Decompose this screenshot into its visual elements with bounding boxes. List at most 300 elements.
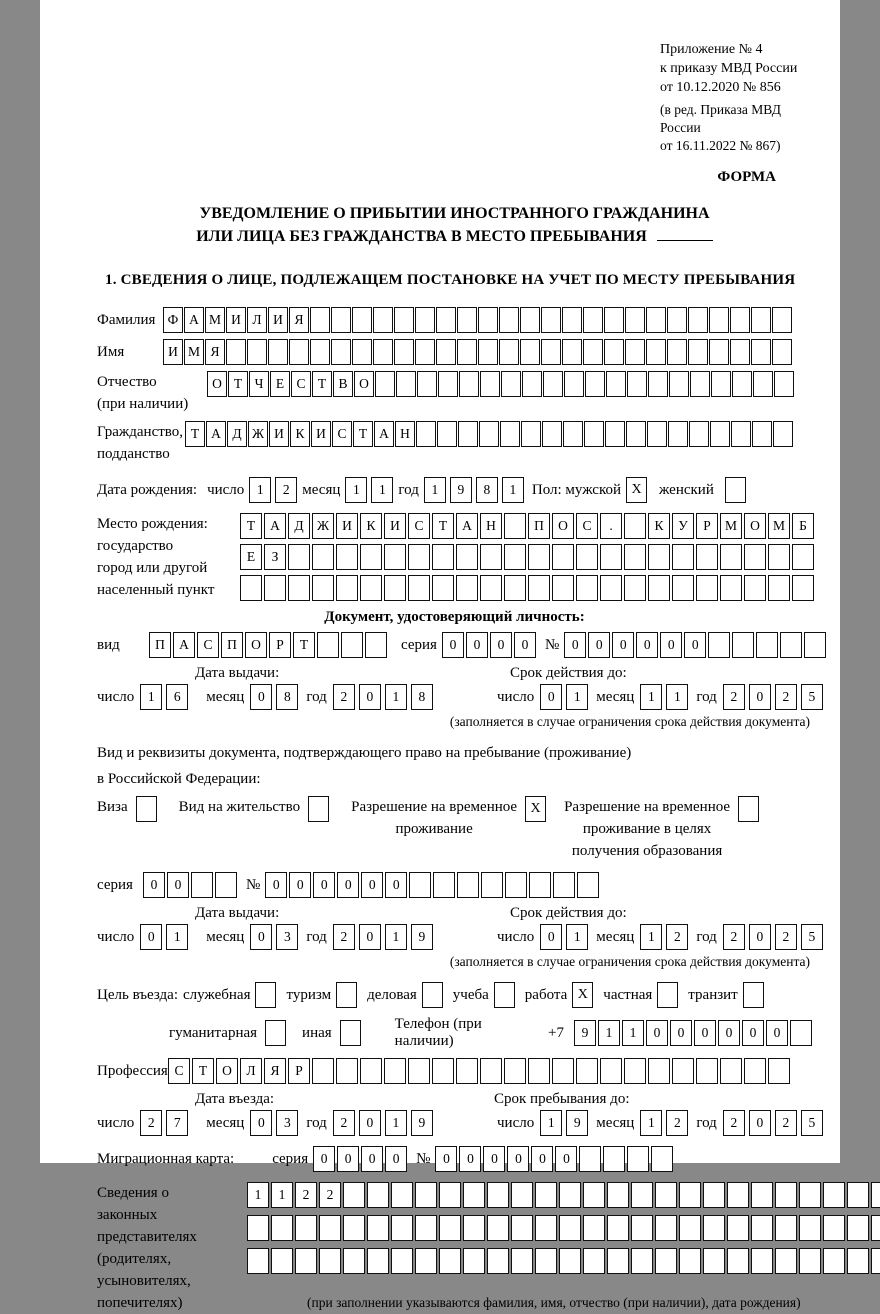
char-cell[interactable]: [528, 575, 550, 601]
char-cell[interactable]: [481, 872, 503, 898]
char-cell[interactable]: [520, 339, 540, 365]
char-cell[interactable]: 0: [289, 872, 311, 898]
char-cell[interactable]: 1: [598, 1020, 620, 1046]
char-cell[interactable]: [391, 1248, 413, 1274]
char-cell[interactable]: 0: [612, 632, 634, 658]
char-cell[interactable]: [710, 421, 730, 447]
char-cell[interactable]: [247, 339, 267, 365]
purpose-official-checkbox[interactable]: [255, 982, 276, 1008]
char-cell[interactable]: [585, 371, 605, 397]
char-cell[interactable]: Е: [270, 371, 290, 397]
char-cell[interactable]: [312, 1058, 334, 1084]
char-cell[interactable]: [352, 307, 372, 333]
char-cell[interactable]: Л: [240, 1058, 262, 1084]
char-cell[interactable]: [501, 371, 521, 397]
char-cell[interactable]: [732, 632, 754, 658]
char-cell[interactable]: Д: [227, 421, 247, 447]
char-cell[interactable]: [543, 371, 563, 397]
char-cell[interactable]: [553, 872, 575, 898]
char-cell[interactable]: [535, 1215, 557, 1241]
char-cell[interactable]: [562, 307, 582, 333]
char-cell[interactable]: [768, 1058, 790, 1084]
char-cell[interactable]: [247, 1248, 269, 1274]
char-cell[interactable]: Р: [269, 632, 291, 658]
char-cell[interactable]: 0: [250, 924, 272, 950]
visa-checkbox[interactable]: [136, 796, 157, 822]
char-cell[interactable]: [696, 544, 718, 570]
char-cell[interactable]: 2: [666, 924, 688, 950]
char-cell[interactable]: [772, 339, 792, 365]
char-cell[interactable]: [343, 1215, 365, 1241]
char-cell[interactable]: [439, 1182, 461, 1208]
char-cell[interactable]: 0: [531, 1146, 553, 1172]
char-cell[interactable]: О: [354, 371, 374, 397]
char-cell[interactable]: О: [245, 632, 267, 658]
char-cell[interactable]: 2: [666, 1110, 688, 1136]
char-cell[interactable]: [457, 307, 477, 333]
char-cell[interactable]: 0: [766, 1020, 788, 1046]
char-cell[interactable]: [577, 872, 599, 898]
char-cell[interactable]: 0: [684, 632, 706, 658]
char-cell[interactable]: [463, 1182, 485, 1208]
char-cell[interactable]: [457, 872, 479, 898]
char-cell[interactable]: [871, 1182, 880, 1208]
char-cell[interactable]: [607, 1248, 629, 1274]
sex-female-checkbox[interactable]: [725, 477, 746, 503]
char-cell[interactable]: [505, 872, 527, 898]
char-cell[interactable]: 1: [385, 684, 407, 710]
char-cell[interactable]: [394, 307, 414, 333]
char-cell[interactable]: [655, 1182, 677, 1208]
char-cell[interactable]: [319, 1215, 341, 1241]
char-cell[interactable]: [480, 544, 502, 570]
char-cell[interactable]: [336, 575, 358, 601]
sex-male-checkbox[interactable]: X: [626, 477, 647, 503]
char-cell[interactable]: 9: [411, 1110, 433, 1136]
char-cell[interactable]: [648, 575, 670, 601]
char-cell[interactable]: [606, 371, 626, 397]
char-cell[interactable]: [541, 307, 561, 333]
char-cell[interactable]: 2: [275, 477, 297, 503]
char-cell[interactable]: Е: [240, 544, 262, 570]
char-cell[interactable]: 0: [140, 924, 162, 950]
char-cell[interactable]: 2: [775, 684, 797, 710]
char-cell[interactable]: [823, 1182, 845, 1208]
char-cell[interactable]: [751, 307, 771, 333]
char-cell[interactable]: 2: [295, 1182, 317, 1208]
char-cell[interactable]: [711, 371, 731, 397]
char-cell[interactable]: 0: [749, 924, 771, 950]
char-cell[interactable]: [720, 575, 742, 601]
char-cell[interactable]: [773, 421, 793, 447]
char-cell[interactable]: 0: [359, 684, 381, 710]
char-cell[interactable]: [655, 1248, 677, 1274]
char-cell[interactable]: [521, 421, 541, 447]
char-cell[interactable]: [727, 1182, 749, 1208]
char-cell[interactable]: [504, 1058, 526, 1084]
char-cell[interactable]: 0: [143, 872, 165, 898]
char-cell[interactable]: [751, 1248, 773, 1274]
char-cell[interactable]: [775, 1248, 797, 1274]
char-cell[interactable]: [480, 575, 502, 601]
char-cell[interactable]: [310, 339, 330, 365]
char-cell[interactable]: К: [648, 513, 670, 539]
char-cell[interactable]: [373, 339, 393, 365]
char-cell[interactable]: [343, 1182, 365, 1208]
char-cell[interactable]: Б: [792, 513, 814, 539]
char-cell[interactable]: [768, 544, 790, 570]
char-cell[interactable]: [720, 1058, 742, 1084]
char-cell[interactable]: Т: [185, 421, 205, 447]
char-cell[interactable]: [432, 575, 454, 601]
char-cell[interactable]: 1: [249, 477, 271, 503]
char-cell[interactable]: [317, 632, 339, 658]
char-cell[interactable]: [408, 1058, 430, 1084]
char-cell[interactable]: 2: [333, 924, 355, 950]
char-cell[interactable]: [520, 307, 540, 333]
char-cell[interactable]: 0: [442, 632, 464, 658]
char-cell[interactable]: П: [221, 632, 243, 658]
char-cell[interactable]: А: [184, 307, 204, 333]
char-cell[interactable]: И: [336, 513, 358, 539]
char-cell[interactable]: И: [226, 307, 246, 333]
char-cell[interactable]: И: [163, 339, 183, 365]
char-cell[interactable]: [456, 544, 478, 570]
char-cell[interactable]: 1: [424, 477, 446, 503]
char-cell[interactable]: [504, 575, 526, 601]
char-cell[interactable]: К: [290, 421, 310, 447]
char-cell[interactable]: [271, 1248, 293, 1274]
char-cell[interactable]: Т: [432, 513, 454, 539]
char-cell[interactable]: [604, 339, 624, 365]
char-cell[interactable]: 1: [622, 1020, 644, 1046]
char-cell[interactable]: 1: [566, 924, 588, 950]
char-cell[interactable]: 0: [435, 1146, 457, 1172]
char-cell[interactable]: [457, 339, 477, 365]
char-cell[interactable]: [624, 575, 646, 601]
char-cell[interactable]: [415, 339, 435, 365]
char-cell[interactable]: О: [216, 1058, 238, 1084]
char-cell[interactable]: 0: [361, 1146, 383, 1172]
char-cell[interactable]: [751, 1182, 773, 1208]
char-cell[interactable]: 1: [385, 924, 407, 950]
char-cell[interactable]: Н: [395, 421, 415, 447]
char-cell[interactable]: 7: [166, 1110, 188, 1136]
char-cell[interactable]: [487, 1182, 509, 1208]
char-cell[interactable]: 2: [333, 1110, 355, 1136]
char-cell[interactable]: [583, 339, 603, 365]
char-cell[interactable]: 0: [385, 872, 407, 898]
char-cell[interactable]: Т: [353, 421, 373, 447]
char-cell[interactable]: Ч: [249, 371, 269, 397]
char-cell[interactable]: П: [149, 632, 171, 658]
char-cell[interactable]: [727, 1215, 749, 1241]
char-cell[interactable]: [295, 1248, 317, 1274]
char-cell[interactable]: 0: [646, 1020, 668, 1046]
char-cell[interactable]: 9: [411, 924, 433, 950]
char-cell[interactable]: [396, 371, 416, 397]
char-cell[interactable]: [669, 371, 689, 397]
char-cell[interactable]: [646, 339, 666, 365]
char-cell[interactable]: [552, 1058, 574, 1084]
char-cell[interactable]: [668, 421, 688, 447]
char-cell[interactable]: [576, 544, 598, 570]
char-cell[interactable]: [415, 1182, 437, 1208]
purpose-study-checkbox[interactable]: [494, 982, 515, 1008]
char-cell[interactable]: [579, 1146, 601, 1172]
purpose-transit-checkbox[interactable]: [743, 982, 764, 1008]
char-cell[interactable]: [626, 421, 646, 447]
char-cell[interactable]: [625, 339, 645, 365]
char-cell[interactable]: [522, 371, 542, 397]
char-cell[interactable]: [583, 1248, 605, 1274]
char-cell[interactable]: [552, 544, 574, 570]
char-cell[interactable]: 0: [337, 872, 359, 898]
char-cell[interactable]: 0: [459, 1146, 481, 1172]
char-cell[interactable]: [703, 1182, 725, 1208]
char-cell[interactable]: [319, 1248, 341, 1274]
char-cell[interactable]: 0: [749, 684, 771, 710]
char-cell[interactable]: [367, 1215, 389, 1241]
char-cell[interactable]: 5: [801, 684, 823, 710]
char-cell[interactable]: [289, 339, 309, 365]
char-cell[interactable]: [672, 1058, 694, 1084]
char-cell[interactable]: [744, 575, 766, 601]
char-cell[interactable]: [365, 632, 387, 658]
char-cell[interactable]: [605, 421, 625, 447]
char-cell[interactable]: [499, 307, 519, 333]
char-cell[interactable]: [416, 421, 436, 447]
char-cell[interactable]: М: [768, 513, 790, 539]
char-cell[interactable]: [336, 544, 358, 570]
char-cell[interactable]: О: [552, 513, 574, 539]
char-cell[interactable]: [367, 1182, 389, 1208]
char-cell[interactable]: [268, 339, 288, 365]
char-cell[interactable]: [607, 1215, 629, 1241]
char-cell[interactable]: [415, 307, 435, 333]
char-cell[interactable]: М: [205, 307, 225, 333]
char-cell[interactable]: [690, 371, 710, 397]
char-cell[interactable]: [600, 544, 622, 570]
char-cell[interactable]: З: [264, 544, 286, 570]
char-cell[interactable]: 1: [640, 924, 662, 950]
char-cell[interactable]: 0: [742, 1020, 764, 1046]
purpose-humanitarian-checkbox[interactable]: [265, 1020, 286, 1046]
char-cell[interactable]: 1: [345, 477, 367, 503]
char-cell[interactable]: [631, 1215, 653, 1241]
char-cell[interactable]: 0: [694, 1020, 716, 1046]
char-cell[interactable]: [384, 544, 406, 570]
char-cell[interactable]: [871, 1248, 880, 1274]
char-cell[interactable]: [753, 371, 773, 397]
char-cell[interactable]: [500, 421, 520, 447]
char-cell[interactable]: В: [333, 371, 353, 397]
char-cell[interactable]: 1: [166, 924, 188, 950]
char-cell[interactable]: [343, 1248, 365, 1274]
char-cell[interactable]: [439, 1215, 461, 1241]
char-cell[interactable]: [624, 513, 646, 539]
char-cell[interactable]: 0: [359, 924, 381, 950]
char-cell[interactable]: [625, 307, 645, 333]
char-cell[interactable]: [331, 339, 351, 365]
char-cell[interactable]: 0: [490, 632, 512, 658]
char-cell[interactable]: [480, 1058, 502, 1084]
char-cell[interactable]: [752, 421, 772, 447]
char-cell[interactable]: [648, 371, 668, 397]
char-cell[interactable]: [799, 1215, 821, 1241]
char-cell[interactable]: 0: [749, 1110, 771, 1136]
char-cell[interactable]: Т: [312, 371, 332, 397]
char-cell[interactable]: [647, 421, 667, 447]
char-cell[interactable]: 1: [566, 684, 588, 710]
char-cell[interactable]: [655, 1215, 677, 1241]
char-cell[interactable]: Ф: [163, 307, 183, 333]
char-cell[interactable]: А: [456, 513, 478, 539]
char-cell[interactable]: 1: [271, 1182, 293, 1208]
char-cell[interactable]: 0: [265, 872, 287, 898]
char-cell[interactable]: 2: [333, 684, 355, 710]
char-cell[interactable]: 2: [319, 1182, 341, 1208]
char-cell[interactable]: [360, 575, 382, 601]
char-cell[interactable]: [688, 307, 708, 333]
char-cell[interactable]: [511, 1248, 533, 1274]
char-cell[interactable]: [480, 371, 500, 397]
char-cell[interactable]: [603, 1146, 625, 1172]
char-cell[interactable]: [504, 513, 526, 539]
char-cell[interactable]: 9: [574, 1020, 596, 1046]
char-cell[interactable]: 1: [666, 684, 688, 710]
char-cell[interactable]: [415, 1215, 437, 1241]
char-cell[interactable]: 0: [507, 1146, 529, 1172]
char-cell[interactable]: [487, 1248, 509, 1274]
char-cell[interactable]: [295, 1215, 317, 1241]
char-cell[interactable]: 0: [670, 1020, 692, 1046]
char-cell[interactable]: [479, 421, 499, 447]
char-cell[interactable]: К: [360, 513, 382, 539]
char-cell[interactable]: [583, 1182, 605, 1208]
char-cell[interactable]: [264, 575, 286, 601]
char-cell[interactable]: Т: [293, 632, 315, 658]
char-cell[interactable]: [463, 1215, 485, 1241]
char-cell[interactable]: [240, 575, 262, 601]
char-cell[interactable]: 0: [250, 684, 272, 710]
char-cell[interactable]: [535, 1182, 557, 1208]
char-cell[interactable]: 2: [140, 1110, 162, 1136]
char-cell[interactable]: [792, 544, 814, 570]
char-cell[interactable]: 1: [140, 684, 162, 710]
char-cell[interactable]: [679, 1182, 701, 1208]
char-cell[interactable]: [696, 1058, 718, 1084]
char-cell[interactable]: 0: [313, 1146, 335, 1172]
char-cell[interactable]: П: [528, 513, 550, 539]
char-cell[interactable]: 3: [276, 1110, 298, 1136]
char-cell[interactable]: [487, 1215, 509, 1241]
char-cell[interactable]: [562, 339, 582, 365]
char-cell[interactable]: 0: [564, 632, 586, 658]
char-cell[interactable]: [732, 371, 752, 397]
char-cell[interactable]: Я: [289, 307, 309, 333]
char-cell[interactable]: [600, 1058, 622, 1084]
char-cell[interactable]: 1: [371, 477, 393, 503]
char-cell[interactable]: Т: [192, 1058, 214, 1084]
char-cell[interactable]: 1: [247, 1182, 269, 1208]
char-cell[interactable]: [409, 872, 431, 898]
char-cell[interactable]: А: [374, 421, 394, 447]
char-cell[interactable]: 0: [718, 1020, 740, 1046]
char-cell[interactable]: 0: [361, 872, 383, 898]
char-cell[interactable]: [756, 632, 778, 658]
char-cell[interactable]: [373, 307, 393, 333]
char-cell[interactable]: [730, 307, 750, 333]
char-cell[interactable]: 1: [640, 1110, 662, 1136]
char-cell[interactable]: [627, 371, 647, 397]
char-cell[interactable]: 0: [466, 632, 488, 658]
char-cell[interactable]: [310, 307, 330, 333]
char-cell[interactable]: [215, 872, 237, 898]
char-cell[interactable]: [696, 575, 718, 601]
char-cell[interactable]: [312, 575, 334, 601]
purpose-tourism-checkbox[interactable]: [336, 982, 357, 1008]
char-cell[interactable]: Ж: [312, 513, 334, 539]
char-cell[interactable]: [731, 421, 751, 447]
char-cell[interactable]: [679, 1215, 701, 1241]
char-cell[interactable]: 8: [411, 684, 433, 710]
char-cell[interactable]: [576, 575, 598, 601]
char-cell[interactable]: [651, 1146, 673, 1172]
char-cell[interactable]: [352, 339, 372, 365]
char-cell[interactable]: [535, 1248, 557, 1274]
char-cell[interactable]: 0: [250, 1110, 272, 1136]
char-cell[interactable]: 0: [167, 872, 189, 898]
char-cell[interactable]: [667, 339, 687, 365]
char-cell[interactable]: И: [268, 307, 288, 333]
char-cell[interactable]: [667, 307, 687, 333]
char-cell[interactable]: [576, 1058, 598, 1084]
char-cell[interactable]: С: [291, 371, 311, 397]
char-cell[interactable]: [367, 1248, 389, 1274]
char-cell[interactable]: [847, 1182, 869, 1208]
char-cell[interactable]: И: [311, 421, 331, 447]
edu-residence-checkbox[interactable]: [738, 796, 759, 822]
char-cell[interactable]: [459, 371, 479, 397]
char-cell[interactable]: [288, 575, 310, 601]
char-cell[interactable]: [708, 632, 730, 658]
char-cell[interactable]: [360, 544, 382, 570]
char-cell[interactable]: [709, 307, 729, 333]
char-cell[interactable]: С: [576, 513, 598, 539]
char-cell[interactable]: [312, 544, 334, 570]
char-cell[interactable]: 0: [660, 632, 682, 658]
char-cell[interactable]: 5: [801, 1110, 823, 1136]
char-cell[interactable]: 0: [540, 684, 562, 710]
char-cell[interactable]: М: [184, 339, 204, 365]
char-cell[interactable]: [804, 632, 826, 658]
char-cell[interactable]: [360, 1058, 382, 1084]
char-cell[interactable]: [703, 1215, 725, 1241]
char-cell[interactable]: [391, 1215, 413, 1241]
char-cell[interactable]: 5: [801, 924, 823, 950]
char-cell[interactable]: [341, 632, 363, 658]
purpose-private-checkbox[interactable]: [657, 982, 678, 1008]
char-cell[interactable]: 2: [775, 1110, 797, 1136]
char-cell[interactable]: [799, 1248, 821, 1274]
char-cell[interactable]: 8: [276, 684, 298, 710]
char-cell[interactable]: [648, 1058, 670, 1084]
char-cell[interactable]: [583, 307, 603, 333]
char-cell[interactable]: [438, 371, 458, 397]
char-cell[interactable]: [504, 544, 526, 570]
char-cell[interactable]: [730, 339, 750, 365]
